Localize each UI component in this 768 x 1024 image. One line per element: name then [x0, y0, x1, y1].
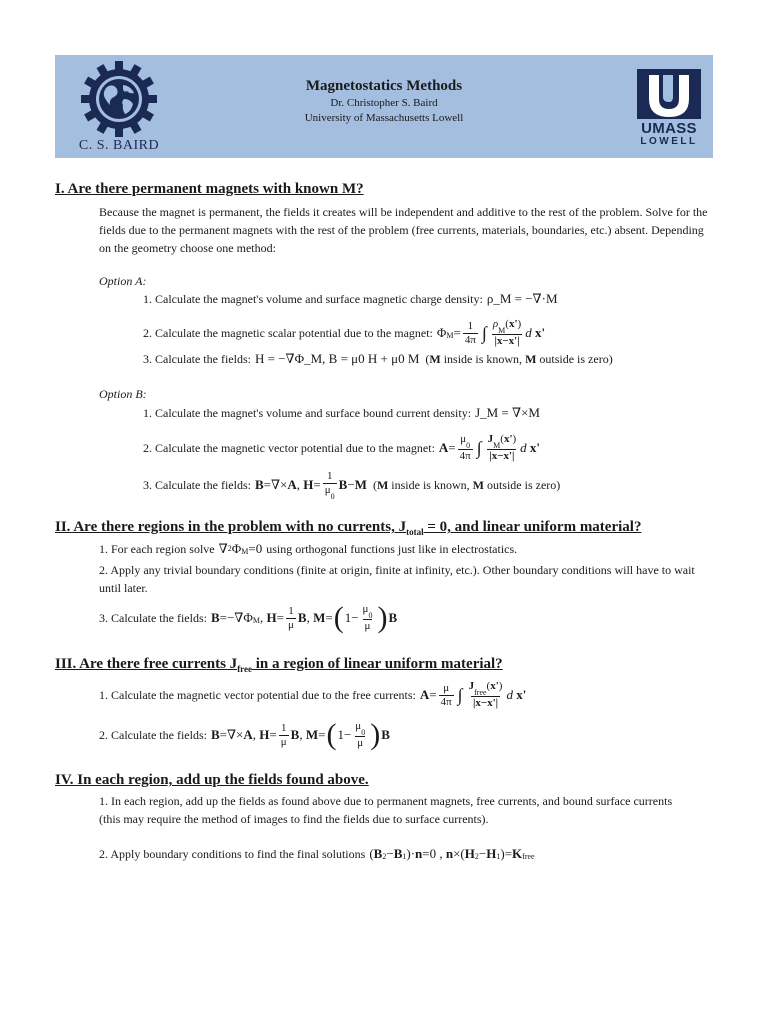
step-note: (M inside is known, M outside is zero): [372, 478, 561, 493]
option-a-label: Option A:: [99, 274, 147, 288]
scalar-potential-equation: Φ $_M$ = $\frac{1}{4\pi}$ ∫ $\frac{\rho_M(x')}{|x-x'|}$ d x': [436, 318, 546, 348]
section-3-heading: III. Are there free currents $J_{free}$ in a region of linear uniform material?: [55, 656, 503, 674]
section-4-step-1: 1. In each region, add up the fields as found above due to permanent magnets, free currents, and bound surface currents (this may require the method of images to find the fields due to surface currents).: [99, 794, 673, 826]
step-text: 1. Calculate the magnet's volume and surface bound current density:: [143, 406, 472, 420]
lowell-wordmark: LOWELL: [640, 136, 698, 147]
section-4-heading: IV. In each region, add up the fields found above.: [55, 772, 369, 788]
laplace-equation: ∇ 2 Φ $_M$ =0: [218, 541, 263, 556]
fields-equation: B =∇× A , H = $\frac{1}{\mu}$ B , M = ( 1− $\frac{\mu_0}{\mu}$ ) B: [210, 718, 390, 752]
section-1-heading: I. Are there permanent magnets with known M?: [55, 181, 364, 197]
umass-wordmark: UMASS: [641, 120, 697, 137]
section-2-heading: II. Are there regions in the problem with no currents, $J_{total} = 0$, and linear uniform material?: [55, 519, 642, 537]
option-b-label: Option B:: [99, 387, 147, 401]
umass-lowell-logo: [633, 69, 705, 153]
fields-equation: H = −∇Φ_M, B = μ0 H + μ0 M: [254, 351, 420, 366]
vector-potential-equation: A = $\frac{\mu}{4\pi}$ ∫ $\frac{J_{free}(x')}{|x-x'|}$ d x': [419, 680, 527, 710]
gear-globe-icon: [81, 61, 157, 137]
option-b-step-1: [143, 404, 540, 422]
section-3-step-2: [99, 720, 390, 750]
bound-current-equation: J_M = ∇×M: [475, 405, 540, 420]
step-text: 3. Calculate the fields:: [143, 352, 251, 366]
umass-u-icon: [633, 69, 705, 121]
section-2-step-1: [99, 540, 517, 558]
section-2-step-3: [99, 603, 397, 633]
page-title: Magnetostatics Methods: [305, 78, 463, 94]
option-b-step-3: [143, 470, 560, 500]
section-1-intro: Because the magnet is permanent, the fields it creates will be independent and additive to the rest of the problem. Solve for the fields due to the permanent magnets with the rest of the problem (free currents, materials, boundaries, etc.) absent. Depending on the geometry choose one method:: [99, 205, 708, 255]
step-text: 3. Calculate the fields:: [143, 478, 251, 493]
option-a-step-1: [143, 290, 558, 308]
charge-density-equation: ρ_M = −∇·M: [486, 291, 558, 306]
section-2-step-2: 2. Apply any trivial boundary conditions (finite at origin, finite at infinity, etc.). Other boundary conditions will have to wait until later.: [99, 563, 695, 595]
step-text: 2. Calculate the magnetic vector potential due to the magnet:: [143, 441, 435, 456]
option-a-step-3: [143, 350, 613, 368]
boundary-conditions-equation: ( B $_2$ − B $_1$ )· n =0 , n ×( H $_2$ − H $_1$ )= K $_{free}$: [369, 846, 535, 861]
header-banner: [55, 55, 713, 158]
step-text: 2. Apply boundary conditions to find the final solutions: [99, 847, 366, 861]
section-4-step-2: [99, 845, 535, 863]
step-text: 1. Calculate the magnetic vector potential due to the free currents:: [99, 688, 416, 703]
step-text: 1. For each region solve: [99, 542, 215, 556]
author-name: Dr. Christopher S. Baird: [330, 97, 438, 109]
option-a-step-2: [143, 318, 545, 348]
vector-potential-equation: A = $\frac{\mu_0}{4\pi}$ ∫ $\frac{J_M(x')}{|x-x'|}$ d x': [438, 433, 541, 463]
title-block: [225, 77, 543, 126]
logo-caption: C. S. BAIRD: [78, 138, 160, 153]
step-text: using orthogonal functions just like in electrostatics.: [266, 542, 518, 556]
affiliation: University of Massachusetts Lowell: [304, 112, 464, 124]
step-text: 2. Calculate the magnetic scalar potential due to the magnet:: [143, 326, 433, 341]
option-b-step-2: [143, 433, 540, 463]
step-text: 3. Calculate the fields:: [99, 611, 207, 626]
step-text: 1. Calculate the magnet's volume and surface magnetic charge density:: [143, 292, 483, 306]
step-note: (M inside is known, M outside is zero): [425, 352, 613, 366]
fields-equation: B =−∇Φ $_M$ , H = $\frac{1}{\mu}$ B , M = ( 1− $\frac{\mu_0}{\mu}$ ) B: [210, 601, 398, 635]
fields-equation: B =∇× A , H = $\frac{1}{\mu_0}$ B − M: [254, 470, 367, 502]
section-3-step-1: [99, 680, 526, 710]
step-text: 2. Calculate the fields:: [99, 728, 207, 743]
cs-baird-logo: [65, 61, 173, 153]
